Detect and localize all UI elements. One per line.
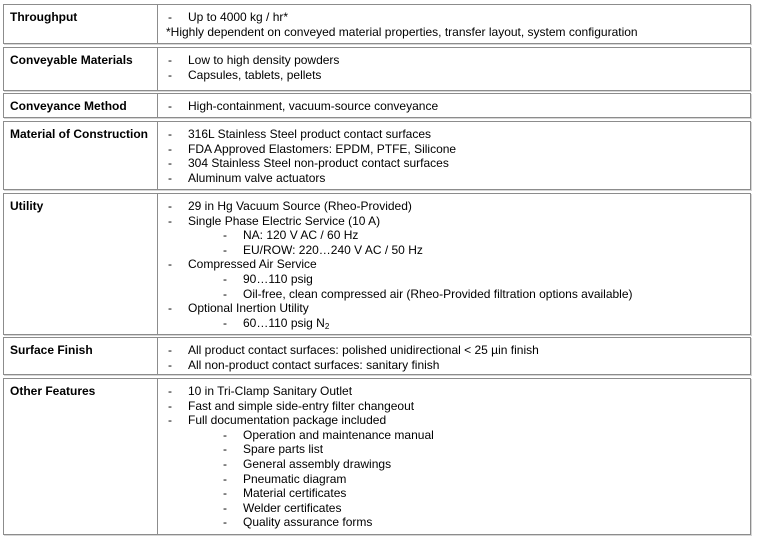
bullet-dash: - xyxy=(223,271,227,286)
spec-list-item xyxy=(158,199,750,214)
subscript: 2 xyxy=(324,321,330,331)
spec-item-text-main: Material certificates xyxy=(243,486,347,501)
spec-item-text xyxy=(243,515,372,530)
spec-item-text xyxy=(188,53,339,68)
spec-item-text-main: Pneumatic diagram xyxy=(243,471,347,486)
spec-list-item xyxy=(158,428,750,443)
bullet-dash: - xyxy=(223,500,227,515)
spec-item-text xyxy=(243,228,358,243)
spec-row-content xyxy=(158,338,750,372)
bullet-dash: - xyxy=(168,67,172,82)
spec-list-item xyxy=(158,272,750,287)
bullet-dash: - xyxy=(168,343,172,357)
bullet-dash: - xyxy=(168,170,172,185)
spec-item-text xyxy=(243,472,346,487)
spec-row xyxy=(3,337,751,375)
spec-item-text xyxy=(188,343,539,358)
spec-item-text xyxy=(243,501,341,516)
spec-row xyxy=(3,193,751,335)
spec-row-content xyxy=(158,48,750,82)
spec-item-text xyxy=(188,156,449,171)
spec-item-text-main: EU/ROW: 220…240 V AC / 50 Hz xyxy=(243,242,423,257)
spec-row-label: Conveyance Method xyxy=(4,94,158,117)
spec-row-content xyxy=(158,94,750,114)
bullet-dash: - xyxy=(168,384,172,398)
spec-row-content xyxy=(158,5,750,39)
spec-list-item xyxy=(158,68,750,83)
spec-note xyxy=(158,25,750,40)
spec-item-text xyxy=(188,399,414,414)
spec-item-text-main: Fast and simple side-entry filter changeout xyxy=(188,398,415,413)
spec-item-text-main: General assembly drawings xyxy=(243,456,392,471)
spec-list-item xyxy=(158,10,750,25)
bullet-dash: - xyxy=(168,413,172,428)
spec-row xyxy=(3,47,751,91)
bullet-dash: - xyxy=(223,456,227,471)
bullet-dash: - xyxy=(168,199,172,213)
spec-list-item xyxy=(158,156,750,171)
spec-item-text xyxy=(243,442,323,457)
bullet-dash: - xyxy=(168,156,172,171)
spec-item-text-main: NA: 120 V AC / 60 Hz xyxy=(243,228,359,243)
spec-item-text-main: 304 Stainless Steel non-product contact surfaces xyxy=(188,156,449,171)
spec-list-item xyxy=(158,99,750,114)
spec-item-text-main: 316L Stainless Steel product contact surfaces xyxy=(188,127,432,141)
spec-item-text-main: Spare parts list xyxy=(243,442,324,457)
spec-row-label: Other Features xyxy=(4,379,158,534)
spec-item-text xyxy=(188,68,321,83)
spec-item-text-main: High-containment, vacuum-source conveyance xyxy=(188,99,439,113)
spec-list-item xyxy=(158,442,750,457)
spec-item-text xyxy=(188,358,439,373)
spec-list-item xyxy=(158,413,750,428)
spec-item-text-main: 29 in Hg Vacuum Source (Rheo-Provided) xyxy=(188,199,412,213)
spec-row-label: Throughput xyxy=(4,5,158,43)
spec-list-item xyxy=(158,486,750,501)
bullet-dash: - xyxy=(168,257,172,272)
spec-row xyxy=(3,121,751,190)
spec-list-item xyxy=(158,287,750,302)
bullet-dash: - xyxy=(168,127,172,141)
bullet-dash: - xyxy=(168,53,172,67)
spec-list-item xyxy=(158,228,750,243)
bullet-dash: - xyxy=(223,242,227,257)
spec-list-item xyxy=(158,343,750,358)
spec-item-text-main: 60…110 psig N xyxy=(243,315,325,330)
spec-item-text xyxy=(188,99,438,114)
spec-item-text-main: Capsules, tablets, pellets xyxy=(188,67,322,82)
spec-item-text-main: Full documentation package included xyxy=(188,413,387,428)
bullet-dash: - xyxy=(168,398,172,413)
spec-item-text xyxy=(188,199,412,214)
spec-item-text xyxy=(243,272,313,287)
bullet-dash: - xyxy=(223,286,227,301)
spec-item-text-main: Single Phase Electric Service (10 A) xyxy=(188,213,381,228)
spec-item-text xyxy=(243,457,391,472)
bullet-dash: - xyxy=(223,442,227,457)
spec-list-item xyxy=(158,457,750,472)
spec-row xyxy=(3,4,751,44)
spec-item-text-main: Compressed Air Service xyxy=(188,257,317,272)
bullet-dash: - xyxy=(223,228,227,243)
spec-item-text xyxy=(243,316,329,331)
spec-item-text xyxy=(188,301,309,316)
spec-row-content xyxy=(158,122,750,185)
spec-item-text-main: All non-product contact surfaces: sanitary finish xyxy=(188,357,440,372)
bullet-dash: - xyxy=(168,10,172,24)
spec-row-label: Conveyable Materials xyxy=(4,48,158,90)
spec-list-item xyxy=(158,472,750,487)
spec-list-item xyxy=(158,142,750,157)
spec-row-label: Material of Construction xyxy=(4,122,158,189)
spec-row-label: Utility xyxy=(4,194,158,334)
spec-list-item xyxy=(158,214,750,229)
spec-list-item xyxy=(158,127,750,142)
spec-item-text-main: Up to 4000 kg / hr* xyxy=(188,10,289,24)
spec-item-text xyxy=(166,25,638,40)
spec-row xyxy=(3,378,751,535)
spec-item-text-main: Quality assurance forms xyxy=(243,515,373,530)
spec-row-content xyxy=(158,194,750,330)
spec-item-text-main: Welder certificates xyxy=(243,500,342,515)
spec-item-text xyxy=(188,214,380,229)
spec-row-label: Surface Finish xyxy=(4,338,158,374)
spec-item-text-main: Aluminum valve actuators xyxy=(188,170,326,185)
bullet-dash: - xyxy=(223,515,227,530)
spec-item-text-main: 90…110 psig xyxy=(243,271,313,286)
spec-list-item xyxy=(158,301,750,316)
spec-list-item xyxy=(158,358,750,373)
spec-item-text xyxy=(188,127,431,142)
spec-list-item xyxy=(158,399,750,414)
spec-item-text-main: Optional Inertion Utility xyxy=(188,301,309,316)
bullet-dash: - xyxy=(168,141,172,156)
spec-item-text xyxy=(243,428,434,443)
bullet-dash: - xyxy=(223,486,227,501)
bullet-dash: - xyxy=(168,99,172,113)
spec-item-text xyxy=(188,257,317,272)
spec-item-text-main: Low to high density powders xyxy=(188,53,340,67)
spec-item-text xyxy=(188,142,456,157)
spec-item-text xyxy=(243,243,423,258)
spec-item-text xyxy=(188,413,386,428)
spec-list-item xyxy=(158,171,750,186)
bullet-dash: - xyxy=(168,301,172,316)
spec-item-text-main: *Highly dependent on conveyed material properties, transfer layout, system configuration xyxy=(166,24,638,39)
spec-item-text xyxy=(243,287,633,302)
spec-item-text xyxy=(243,486,346,501)
spec-list-item xyxy=(158,257,750,272)
spec-item-text xyxy=(188,10,288,25)
spec-list-item xyxy=(158,53,750,68)
spec-item-text-main: Operation and maintenance manual xyxy=(243,427,434,442)
spec-list-item xyxy=(158,501,750,516)
spec-item-text-main: Oil-free, clean compressed air (Rheo-Provided filtration options available) xyxy=(243,286,633,301)
spec-list-item xyxy=(158,515,750,530)
spec-list-item xyxy=(158,243,750,258)
spec-row-content xyxy=(158,379,750,530)
spec-row xyxy=(3,93,751,118)
spec-list-item xyxy=(158,384,750,399)
bullet-dash: - xyxy=(168,357,172,372)
spec-item-text-main: All product contact surfaces: polished unidirectional < 25 µin finish xyxy=(188,343,539,357)
bullet-dash: - xyxy=(223,471,227,486)
spec-list-item xyxy=(158,316,750,331)
spec-item-text xyxy=(188,384,352,399)
bullet-dash: - xyxy=(168,213,172,228)
bullet-dash: - xyxy=(223,427,227,442)
spec-item-text-main: FDA Approved Elastomers: EPDM, PTFE, Silicone xyxy=(188,141,457,156)
bullet-dash: - xyxy=(223,315,227,330)
spec-item-text xyxy=(188,171,325,186)
spec-item-text-main: 10 in Tri-Clamp Sanitary Outlet xyxy=(188,384,353,398)
